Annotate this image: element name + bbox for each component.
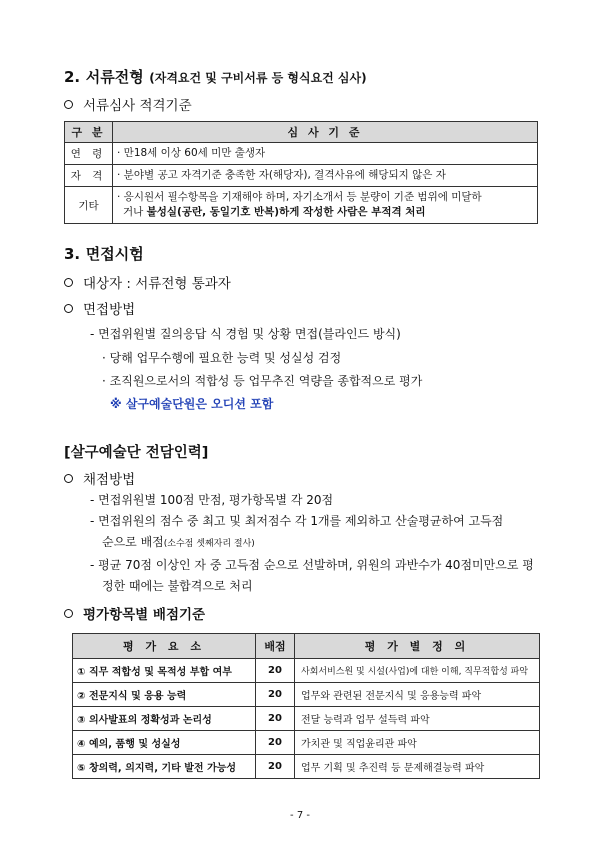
scoring-label: 채점방법 bbox=[83, 472, 136, 488]
row-value-prefix: 거나 bbox=[123, 206, 147, 218]
table-row bbox=[65, 143, 538, 165]
art-troupe-section-title: [살구예술단 전담인력] bbox=[64, 445, 209, 461]
row-definition: 업무 기획 및 추진력 등 문제해결능력 파악 bbox=[295, 755, 540, 779]
circle-bullet-icon bbox=[64, 304, 73, 313]
audition-note: ※ 살구예술단원은 오디션 포함 bbox=[110, 397, 274, 411]
row-score: 20 bbox=[256, 707, 295, 731]
header-definition: 평 가 별 정 의 bbox=[295, 634, 540, 659]
table-row bbox=[65, 187, 538, 224]
criteria-item bbox=[64, 603, 205, 623]
row-value bbox=[113, 187, 538, 224]
row-value: · 만18세 이상 60세 미만 출생자 bbox=[113, 143, 538, 165]
criteria-label: 평가항목별 배점기준 bbox=[83, 607, 206, 623]
circle-bullet-icon bbox=[64, 278, 73, 287]
header-criteria: 심 사 기 준 bbox=[113, 122, 538, 143]
row-score: 20 bbox=[256, 755, 295, 779]
row-key: 자 격 bbox=[65, 165, 113, 187]
screening-criteria-item bbox=[64, 94, 192, 114]
method-item bbox=[64, 298, 135, 318]
screening-criteria-label: 서류심사 적격기준 bbox=[83, 98, 192, 114]
row-item: ⑤ 창의력, 의지력, 기타 발전 가능성 bbox=[73, 755, 256, 779]
row-definition: 전달 능력과 업무 설득력 파악 bbox=[295, 707, 540, 731]
row-value-bold: 불성실(공란, 동일기호 반복)하게 작성한 사람은 부적격 처리 bbox=[146, 206, 426, 218]
scoring-line-2b-note: (소수점 셋째자리 절사) bbox=[163, 539, 255, 549]
row-key: 기타 bbox=[65, 187, 113, 224]
row-definition: 사회서비스원 및 시설(사업)에 대한 이해, 직무적합성 파악 bbox=[295, 659, 540, 683]
method-dot-line: · 조직원으로서의 적합성 등 업무추진 역량을 종합적으로 평가 bbox=[102, 374, 423, 388]
row-value: · 분야별 공고 자격기준 충족한 자(해당자), 결격사유에 해당되지 않은 자 bbox=[113, 165, 538, 187]
scoring-item bbox=[64, 468, 135, 488]
table-row bbox=[65, 165, 538, 187]
scoring-line-2b-text: 순으로 배점 bbox=[102, 535, 164, 549]
scoring-line-3a: - 평균 70점 이상인 자 중 고득점 순으로 선발하며, 위원의 과반수가 40점미만으로 평 bbox=[90, 558, 534, 572]
row-score: 20 bbox=[256, 683, 295, 707]
target-item bbox=[64, 272, 231, 292]
row-value-line2 bbox=[117, 205, 533, 220]
target-label: 대상자 : 서류전형 통과자 bbox=[83, 276, 231, 292]
page-number: - 7 - bbox=[290, 810, 310, 821]
section-2-subtitle: (자격요건 및 구비서류 등 형식요건 심사) bbox=[149, 71, 367, 85]
scoring-paragraph bbox=[90, 490, 550, 597]
method-dot-line: · 당해 업무수행에 필요한 능력 및 성실성 검정 bbox=[102, 351, 342, 365]
header-element: 평 가 요 소 bbox=[73, 634, 256, 659]
row-definition: 업무와 관련된 전문지식 및 응용능력 파악 bbox=[295, 683, 540, 707]
table-row bbox=[73, 755, 540, 779]
section-2-heading bbox=[64, 66, 367, 87]
circle-bullet-icon bbox=[64, 609, 73, 618]
header-score: 배점 bbox=[256, 634, 295, 659]
table-header-row bbox=[73, 634, 540, 659]
method-dash-line: - 면접위원별 질의응답 식 경험 및 상황 면접(블라인드 방식) bbox=[90, 327, 401, 341]
row-item: ① 직무 적합성 및 목적성 부합 여부 bbox=[73, 659, 256, 683]
scoring-line-2b bbox=[90, 532, 550, 555]
row-definition: 가치관 및 직업윤리관 파악 bbox=[295, 731, 540, 755]
section-3-heading bbox=[64, 243, 144, 264]
table-row bbox=[73, 707, 540, 731]
method-label: 면접방법 bbox=[83, 302, 136, 318]
section-2-number: 2. bbox=[64, 68, 81, 86]
section-3-title: 면접시험 bbox=[85, 245, 144, 263]
screening-criteria-table bbox=[64, 121, 538, 224]
table-row bbox=[73, 731, 540, 755]
table-row bbox=[73, 659, 540, 683]
table-header-row bbox=[65, 122, 538, 143]
header-category: 구 분 bbox=[65, 122, 113, 143]
row-value-line1: · 응시원서 필수항목을 기재해야 하며, 자기소개서 등 분량이 기준 범위에 미달하 bbox=[117, 191, 482, 203]
row-item: ④ 예의, 품행 및 성실성 bbox=[73, 731, 256, 755]
table-row bbox=[73, 683, 540, 707]
row-item: ② 전문지식 및 응용 능력 bbox=[73, 683, 256, 707]
row-score: 20 bbox=[256, 659, 295, 683]
section-3-number: 3. bbox=[64, 245, 81, 263]
row-key: 연 령 bbox=[65, 143, 113, 165]
scoring-line-2a: - 면접위원의 점수 중 최고 및 최저점수 각 1개를 제외하고 산술평균하여 고득점 bbox=[90, 514, 504, 528]
circle-bullet-icon bbox=[64, 474, 73, 483]
evaluation-criteria-table bbox=[72, 633, 540, 779]
section-2-title: 서류전형 bbox=[85, 68, 144, 86]
row-item: ③ 의사발표의 정확성과 논리성 bbox=[73, 707, 256, 731]
scoring-line-3b: 정한 때에는 불합격으로 처리 bbox=[102, 579, 253, 593]
scoring-line-1: - 면접위원별 100점 만점, 평가항목별 각 20점 bbox=[90, 493, 334, 507]
row-score: 20 bbox=[256, 731, 295, 755]
circle-bullet-icon bbox=[64, 100, 73, 109]
